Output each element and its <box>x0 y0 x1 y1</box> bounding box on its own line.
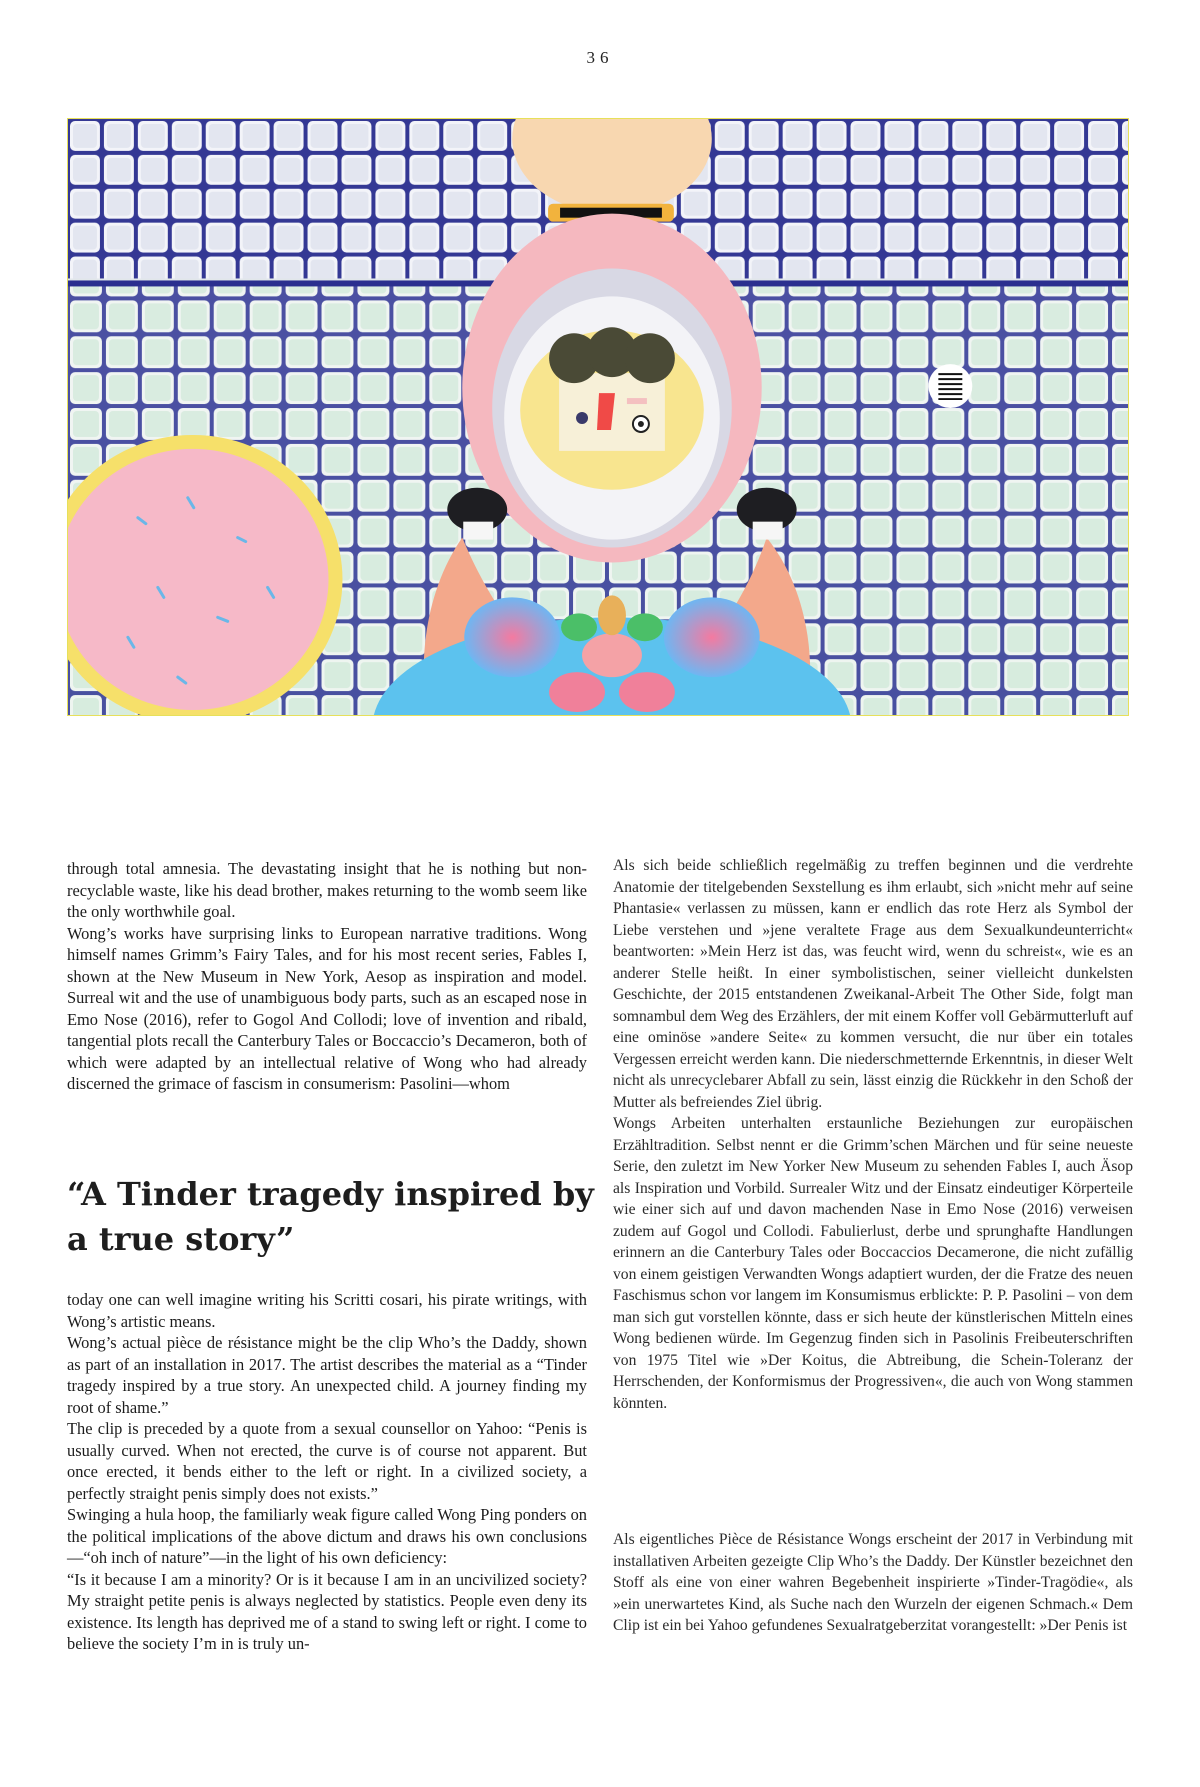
paragraph: today one can well imagine writing his Scritti cosari, his pirate writings, with Wong’s artistic means. <box>67 1290 587 1331</box>
paragraph: Swinging a hula hoop, the familiarly weak figure called Wong Ping ponders on the political implications of the above dictum and draws his own conclusions—“oh inch of nature”—in the light of his own deficiency: <box>67 1505 587 1567</box>
paragraph: Wong’s actual pièce de résistance might be the clip Who’s the Daddy, shown as part of an installation in 2017. The artist describes the material as a “Tinder tragedy inspired by a true story. An unexpected child. A journey finding my root of shame.” <box>67 1333 587 1417</box>
left-column-bottom <box>67 1289 587 1655</box>
page-number: 36 <box>586 48 614 67</box>
paragraph: Wongs Arbeiten unterhalten erstaunliche Beziehungen zur europäischen Erzähltradition. Selbst nennt er die Grimm’schen Märchen und für seine neueste Serie, den zuletzt im New Yorker New Museum zu sehenden Fables I, auch Äsop als Inspiration und Vorbild. Surrealer Witz und der Einsatz eindeutiger Körperteile wie einer sich auf und davon machenden Nase in Emo Nose (2016) verweisen zudem auf Gogol und Collodi. Fabulierlust, derbe und sprunghafte Handlungen erinnern an die Canterbury Tales oder Boccaccios Decamerone, die nicht zufällig von einem geistigen Verwandten Wongs adaptiert wurden, der die Fratze des neuen Faschismus schon vor langem im Konsumismus erblickte: P. P. Pasolini – von dem man sich gut vorstellen könnte, dass er sich heute der künstlerischen Mitteln eines Wong bedienen würde. Im Gegenzug finden sich in Pasolinis Freibeuterschriften von 1975 Titel wie »Der Koitus, die Abtreibung, die Schein-Toleranz der Herrschenden, der Konformismus der Progressiven«, die auch von Wong stammen könnten. <box>613 1115 1133 1412</box>
left-column-top <box>67 858 587 1095</box>
paragraph: “Is it because I am a minority? Or is it because I am in an uncivilized society? My straight petite penis is always neglected by statistics. People even deny its existence. Its length has deprived me of a stand to swing left or right. I come to believe the society I’m in is truly un- <box>67 1569 587 1653</box>
paragraph: Wong’s works have surprising links to European narrative traditions. Wong himself names Grimm’s Fairy Tales, and for his most recent series, Fables I, shown at the New Museum in New York, Aesop as inspiration and model. Surreal wit and the use of unambiguous body parts, such as an escaped nose in Emo Nose (2016), refer to Gogol And Collodi; love of invention and ribald, tangential plots recall the Canterbury Tales or Boccaccio’s Decameron, both of which were adapted by an intellectual relative of Wong who had already discerned the grimace of fascism in consumerism: Pasolini—whom <box>67 923 587 1093</box>
paragraph: Als eigentliches Pièce de Résistance Wongs erscheint der 2017 in Verbindung mit installativen Arbeiten gezeigte Clip Who’s the Daddy. Der Künstler bezeichnet den Stoff als eine von einer wahren Begebenheit inspirierte »Tinder-Tragödie«, als »ein unerwartetes Kind, als Suche nach den Wurzeln der eigenen Schmach.« Dem Clip ist ein bei Yahoo gefundenes Sexualratgeberzitat vorangestellt: »Der Penis ist <box>613 1531 1133 1634</box>
paragraph: Als sich beide schließlich regelmäßig zu treffen beginnen und die verdrehte Anatomie der titelgebenden Sexstellung es ihm erlaubt, sich »nicht mehr auf seine Phantasie« verlassen zu müssen, kann er endlich das rote Herz als Symbol der Liebe verstehen und »jene veraltete Frage aus dem Sexualkundeunterricht« beantworten: »Mein Herz ist das, was feucht wird, wenn du schreist«, wie es an anderer Stelle heißt. In einer symbolistischen, seiner vielleicht dunkelsten Geschichte, der 2015 entstandenen Zweikanal-Arbeit The Other Side, folgt man somnambul dem Weg des Erzählers, der mit einem Koffer voll Gebärmutterluft auf eine ominöse »andere Seite« zu kommen versucht, die nur über ein totales Vergessen erreicht werden kann. Die niederschmetternde Erkenntnis, in dieser Welt nicht als unrecyclebarer Abfall zu sein, lässt einzig die Rückkehr in den Schoß der Mutter als befreiendes Ziel übrig. <box>613 857 1133 1111</box>
right-column-bottom <box>613 1529 1133 1637</box>
illustration-artwork <box>68 119 1128 715</box>
paragraph: The clip is preceded by a quote from a sexual counsellor on Yahoo: “Penis is usually curved. When not erected, the curve is of course not apparent. But once erected, it bends either to the left or right. In a civilized society, a perfectly straight penis simply does not exists.” <box>67 1419 587 1503</box>
pull-quote: “A Tinder tragedy inspired by a true story” <box>67 1175 594 1258</box>
illustration <box>67 118 1129 716</box>
paragraph: through total amnesia. The devastating insight that he is nothing but non-recyclable waste, like his dead brother, makes returning to the womb seem like the only worthwhile goal. <box>67 859 587 921</box>
right-column-top <box>613 855 1133 1414</box>
